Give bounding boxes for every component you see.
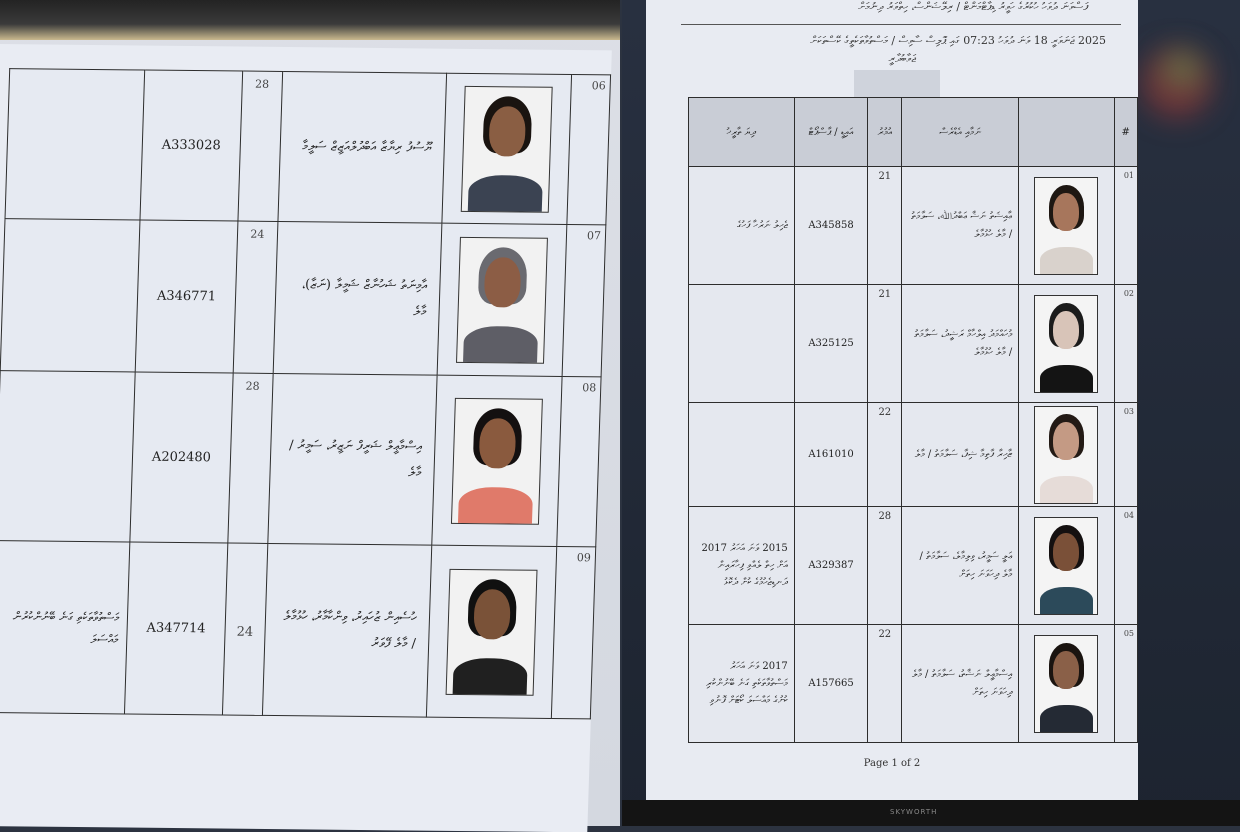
row-note bbox=[689, 403, 795, 507]
row-note bbox=[0, 219, 140, 372]
col-name-header: ނަމާއި އެޑްރެސް bbox=[902, 98, 1019, 167]
left-document-page bbox=[0, 44, 612, 832]
row-number: 07 bbox=[562, 224, 606, 376]
row-photo-cell bbox=[1019, 403, 1114, 507]
row-name-address: އިސްމާޢީލް ޝަރީފް ނަޒީރު، ސަމީރު / މާލެ bbox=[268, 373, 437, 545]
col-num-header: # bbox=[1114, 98, 1138, 167]
row-photo-cell bbox=[1019, 167, 1114, 285]
row-name-address: އިސްމާޢީލް ނަޝާތު، ސަލާމަތު / މާލެ ދިހަވަނަ ހިތަށް bbox=[902, 625, 1019, 743]
table-row bbox=[689, 403, 1138, 507]
row-note bbox=[5, 69, 145, 220]
row-number: 06 bbox=[567, 74, 611, 224]
row-age: 28 bbox=[227, 373, 273, 543]
portrait-photo bbox=[1034, 517, 1098, 615]
table-row bbox=[689, 507, 1138, 625]
row-photo-cell bbox=[1019, 507, 1114, 625]
row-age: 28 bbox=[868, 507, 902, 625]
header-rule bbox=[681, 24, 1121, 25]
row-name-address: ހުސެއިން ޒުހައިރު، ވިންކާމާރު، ހުޅުމާލެ / މާލެ ފޭވަރު bbox=[263, 543, 432, 717]
portrait-photo bbox=[1034, 406, 1098, 504]
table-row bbox=[689, 167, 1138, 285]
row-age: 24 bbox=[233, 221, 278, 373]
row-id-number: A325125 bbox=[794, 285, 867, 403]
row-age: 24 bbox=[222, 543, 268, 715]
table-row bbox=[689, 625, 1138, 743]
row-name-address: މުހައްމަދު އިލްހާމް ރަޝީދު، ސަލާމަތު / މާލެ ހުޅުމާލެ bbox=[902, 285, 1019, 403]
row-name-address: ޢަލީ ސަމީރު، ވިލިމާލެ، ސަލާމަތު / މާލެ ދިހަވަނަ ހިތަށް bbox=[902, 507, 1019, 625]
row-number: 02 bbox=[1114, 285, 1138, 403]
right-roster-table bbox=[688, 97, 1138, 743]
portrait-photo bbox=[456, 236, 548, 363]
row-note bbox=[0, 371, 135, 542]
row-age: 21 bbox=[868, 285, 902, 403]
row-name-address: ޔޫސުފު ރިޔާޒާ އަބްދުލްއަޒީޒް ސަލީމާ bbox=[278, 71, 446, 223]
row-age: 22 bbox=[868, 403, 902, 507]
monitor-brand-label: SKYWORTH bbox=[890, 808, 938, 816]
row-id-number: A346771 bbox=[135, 220, 237, 373]
table-row bbox=[5, 69, 611, 225]
row-photo-cell bbox=[431, 375, 562, 546]
row-photo-cell bbox=[442, 73, 572, 224]
row-note: 2015 ވަނަ އަހަރު 2017 އަށް ހިތް ލެއްވި ފިހާރައިން ދަނޑިޖެހުމުގެ ކުށް ދެކޮޅު bbox=[689, 507, 795, 625]
table-row bbox=[0, 541, 596, 719]
col-id-header: އައިޑީ / ޕާސްޕޯޓް bbox=[794, 98, 867, 167]
row-photo-cell bbox=[426, 545, 557, 718]
row-photo-cell bbox=[1019, 285, 1114, 403]
row-number: 01 bbox=[1114, 167, 1138, 285]
row-name-address: ޒާހިރާ ފާތިމާ ޝިފާ، ސަލާމަތު / މާލެ bbox=[902, 403, 1019, 507]
row-id-number: A333028 bbox=[140, 70, 242, 221]
row-id-number: A345858 bbox=[794, 167, 867, 285]
row-age: 22 bbox=[868, 625, 902, 743]
portrait-photo bbox=[1034, 177, 1098, 275]
row-name-address: ޢާއިޝަތު ނަޝާ ޢަބްދުﷲ، ސަލާމަތު / މާލެ ހުޅުމާލެ bbox=[902, 167, 1019, 285]
row-number: 08 bbox=[557, 376, 601, 546]
row-id-number: A202480 bbox=[130, 372, 233, 543]
row-number: 05 bbox=[1114, 625, 1138, 743]
row-note: ޖެހިލު ނަރުހާ ފަހުގެ bbox=[689, 167, 795, 285]
row-id-number: A329387 bbox=[794, 507, 867, 625]
col-photo-header bbox=[1019, 98, 1114, 167]
row-photo-cell bbox=[1019, 625, 1114, 743]
table-row bbox=[689, 285, 1138, 403]
row-photo-cell bbox=[437, 223, 567, 376]
row-id-number: A347714 bbox=[125, 542, 228, 715]
row-age: 21 bbox=[868, 167, 902, 285]
row-id-number: A157665 bbox=[794, 625, 867, 743]
row-number: 09 bbox=[551, 546, 595, 718]
portrait-photo bbox=[1034, 635, 1098, 733]
right-document-page bbox=[646, 0, 1138, 800]
table-row bbox=[0, 371, 601, 547]
col-age-header: އުމުރު bbox=[868, 98, 902, 167]
left-projector-edge bbox=[0, 0, 620, 40]
row-note: މަސްތުވާތަކެތި ގަނެ ބޭނުންކުރުން މައްސަލަ bbox=[0, 541, 130, 714]
row-number: 03 bbox=[1114, 403, 1138, 507]
header-top-line: ފަސްވަނަ ދުވަހު ހުކުރުގެ ހަވީރު ޑިޕާޓްމަންޓް / ރިލޭޝަންސް، ހިތްވަރު ދިނުމަށް bbox=[858, 0, 1088, 13]
table-row bbox=[0, 219, 606, 377]
page-footer: Page 1 of 2 bbox=[863, 758, 921, 769]
header-sub: ޖަވާބުދާރީ bbox=[888, 52, 916, 65]
portrait-photo bbox=[1034, 295, 1098, 393]
portrait-photo bbox=[461, 85, 553, 212]
row-name-address: އާމިނަތު ޝަހުނާޒް ޝަމީލާ (ނަޒާ)، މާލެ bbox=[273, 221, 441, 375]
header-line: 2025 ޖަނަވަރީ 18 ވަނަ ދުވަހު 07:23 ގައި ޕޮލިސް ސާވިސް / މަސްތުވާތަކެތީގެ ކޭސްތަކަށް bbox=[810, 34, 1106, 47]
col-note-header: ދިޔަ ތާރީޚު bbox=[689, 98, 795, 167]
portrait-photo bbox=[451, 397, 543, 524]
redacted-block bbox=[854, 70, 940, 100]
row-note bbox=[689, 285, 795, 403]
row-number: 04 bbox=[1114, 507, 1138, 625]
row-note: 2017 ވަނަ އަހަރު މަސްތުވާތަކެތި ގަނެ ބޭނުންކުރި ކުށުގެ މައްސަލަ ކޯޓަށް ފޮނުވި bbox=[689, 625, 795, 743]
row-age: 28 bbox=[237, 71, 282, 221]
row-id-number: A161010 bbox=[794, 403, 867, 507]
portrait-photo bbox=[445, 568, 537, 695]
left-roster-table bbox=[0, 68, 611, 719]
